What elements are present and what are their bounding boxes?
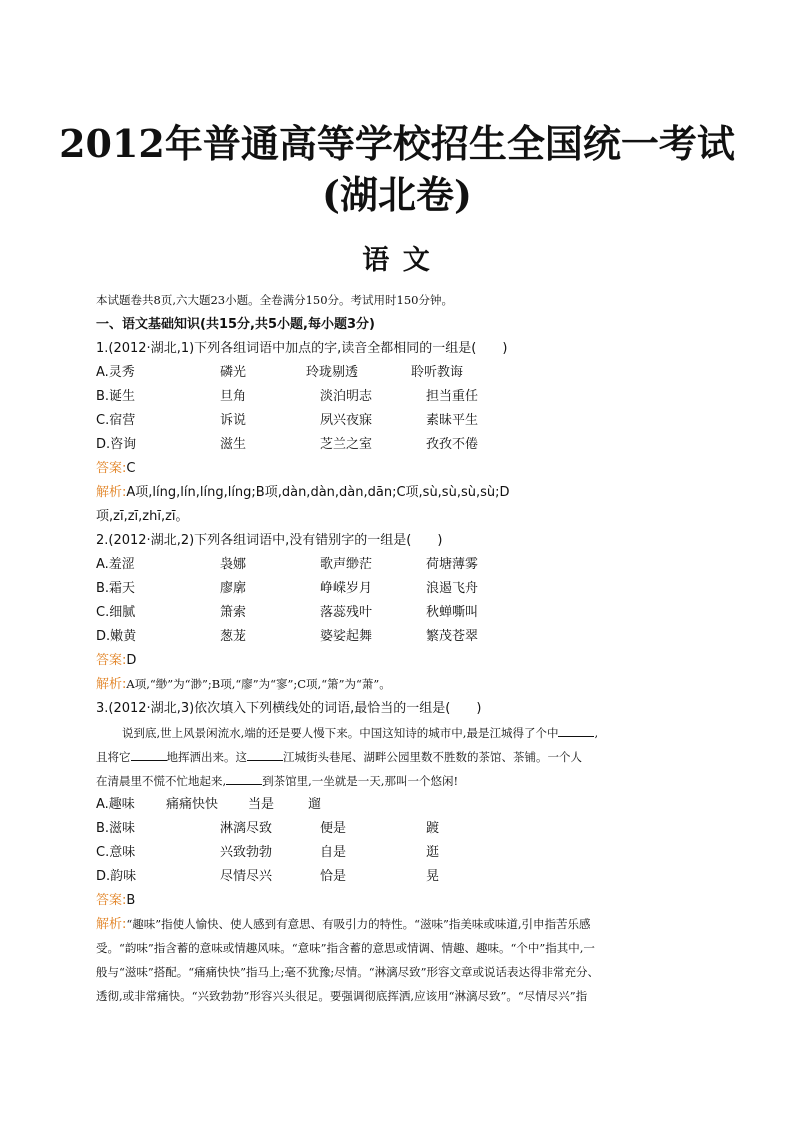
q1-analysis-line1 bbox=[96, 484, 510, 501]
option-word: 踱 bbox=[426, 821, 440, 836]
option-label: C.细腻 bbox=[96, 605, 136, 620]
option-label: D.咨询 bbox=[96, 437, 137, 452]
q2-stem: 2.(2012·湖北,2)下列各组词语中,没有错别字的一组是( ) bbox=[96, 533, 443, 548]
option-word: 廖廓 bbox=[220, 581, 247, 596]
fill-blank bbox=[226, 772, 262, 785]
passage-text: 说到底,世上风景闲流水,端的还是要人慢下来。中国这知诗的城市中,最是江城得了个中 bbox=[122, 726, 559, 740]
option-word: 峥嵘岁月 bbox=[320, 581, 373, 596]
option-word: 诉说 bbox=[220, 413, 247, 428]
option-word: 素昧平生 bbox=[426, 413, 479, 428]
q3-passage-line3 bbox=[96, 772, 458, 790]
answer-label: 答案: bbox=[96, 461, 127, 476]
option-label: B.霜天 bbox=[96, 581, 136, 596]
option-label: A.趣味 bbox=[96, 797, 135, 812]
q1-analysis-line2: 项,zī,zī,zhī,zī。 bbox=[96, 509, 189, 524]
option-word: 晃 bbox=[426, 869, 440, 884]
option-label: D.嫩黄 bbox=[96, 629, 137, 644]
exam-title-line2: (湖北卷) bbox=[322, 172, 472, 217]
option-word: 旦角 bbox=[220, 389, 247, 404]
q3-analysis-line1 bbox=[96, 916, 591, 933]
option-word: 自是 bbox=[320, 845, 347, 860]
option-word: 当是 bbox=[248, 797, 275, 812]
option-word: 繁茂苍翠 bbox=[426, 629, 479, 644]
option-label: C.宿营 bbox=[96, 413, 136, 428]
q3-analysis-line2: 受。“韵味”指含蓄的意味或情趣风味。“意味”指含蓄的意思或情调、情趣、趣味。“个中”指其中,一 bbox=[96, 941, 595, 955]
option-word: 荷塘薄雾 bbox=[426, 557, 479, 572]
fill-blank bbox=[558, 724, 594, 737]
option-word: 浪遏飞舟 bbox=[426, 581, 479, 596]
option-word: 淡泊明志 bbox=[320, 389, 373, 404]
q2-answer bbox=[96, 652, 136, 669]
analysis-text: A项,líng,lín,líng,líng;B项,dàn,dàn,dàn,dān;C项,sù,sù,sù,sù;D bbox=[126, 485, 510, 500]
option-word: 恰是 bbox=[320, 869, 347, 884]
fill-blank bbox=[131, 748, 167, 761]
q1-answer bbox=[96, 460, 135, 477]
passage-text: , bbox=[594, 726, 599, 740]
answer-value: C bbox=[126, 461, 136, 476]
option-word: 夙兴夜寐 bbox=[320, 413, 373, 428]
analysis-label: 解析: bbox=[96, 485, 127, 500]
option-label: B.诞生 bbox=[96, 389, 136, 404]
q3-answer bbox=[96, 892, 135, 909]
analysis-label: 解析: bbox=[96, 917, 127, 932]
option-word: 芝兰之室 bbox=[320, 437, 373, 452]
analysis-label: 解析: bbox=[96, 677, 127, 692]
option-label: D.韵味 bbox=[96, 869, 137, 884]
option-label: A.灵秀 bbox=[96, 365, 135, 380]
passage-text: 地挥洒出来。这 bbox=[166, 750, 247, 764]
answer-value: B bbox=[126, 893, 136, 908]
q3-passage-line1 bbox=[122, 724, 598, 742]
passage-text: 在清晨里不慌不忙地起来, bbox=[96, 774, 227, 788]
answer-label: 答案: bbox=[96, 653, 127, 668]
option-word: 婆娑起舞 bbox=[320, 629, 373, 644]
exam-intro: 本试题卷共8页,六大题23小题。全卷满分150分。考试用时150分钟。 bbox=[96, 293, 454, 307]
passage-text: 江城街头巷尾、湖畔公园里数不胜数的茶馆、茶铺。一个人 bbox=[283, 750, 582, 764]
option-word: 袅娜 bbox=[220, 557, 247, 572]
q2-analysis bbox=[96, 676, 391, 693]
option-word: 聆听教诲 bbox=[411, 365, 464, 380]
q3-passage-line2 bbox=[96, 748, 582, 766]
answer-label: 答案: bbox=[96, 893, 127, 908]
option-label: A.羞涩 bbox=[96, 557, 135, 572]
option-word: 歌声缈茫 bbox=[320, 557, 373, 572]
option-label: B.滋味 bbox=[96, 821, 136, 836]
q1-stem: 1.(2012·湖北,1)下列各组词语中加点的字,读音全都相同的一组是( ) bbox=[96, 341, 508, 356]
exam-title-line1: 2012年普通高等学校招生全国统一考试 bbox=[59, 121, 735, 166]
option-word: 磷光 bbox=[220, 365, 247, 380]
option-word: 淋漓尽致 bbox=[220, 821, 273, 836]
analysis-text: A项,“缈”为“渺”;B项,“廖”为“寥”;C项,“箫”为“萧”。 bbox=[126, 677, 391, 691]
option-word: 箫索 bbox=[220, 605, 247, 620]
passage-text: 且将它 bbox=[96, 750, 131, 764]
option-word: 孜孜不倦 bbox=[426, 437, 479, 452]
passage-text: 到茶馆里,一坐就是一天,那叫一个悠闲! bbox=[262, 774, 459, 788]
q3-analysis-line4: 透彻,或非常痛快。“兴致勃勃”形容兴头很足。要强调彻底挥洒,应该用“淋漓尽致”。“尽情尽兴”指 bbox=[96, 989, 588, 1003]
option-word: 遛 bbox=[308, 797, 322, 812]
analysis-text: “趣味”指使人愉快、使人感到有意思、有吸引力的特性。“滋味”指美味或味道,引申指苦乐感 bbox=[126, 917, 591, 931]
option-word: 葱茏 bbox=[220, 629, 247, 644]
option-word: 秋蝉嘶叫 bbox=[426, 605, 479, 620]
section-heading: 一、语文基础知识(共15分,共5小题,每小题3分) bbox=[96, 317, 375, 332]
option-word: 担当重任 bbox=[426, 389, 479, 404]
subject-heading: 语 文 bbox=[362, 245, 432, 276]
option-word: 兴致勃勃 bbox=[220, 845, 273, 860]
q3-analysis-line3: 般与“滋味”搭配。“痛痛快快”指马上;毫不犹豫;尽情。“淋漓尽致”形容文章或说话表达得非常充分、 bbox=[96, 965, 600, 979]
answer-value: D bbox=[126, 653, 137, 668]
option-word: 滋生 bbox=[220, 437, 247, 452]
option-word: 尽情尽兴 bbox=[220, 869, 273, 884]
option-word: 落蕊残叶 bbox=[320, 605, 373, 620]
option-word: 玲珑剔透 bbox=[306, 365, 359, 380]
option-word: 便是 bbox=[320, 821, 347, 836]
q3-stem: 3.(2012·湖北,3)依次填入下列横线处的词语,最恰当的一组是( ) bbox=[96, 701, 482, 716]
option-word: 逛 bbox=[426, 845, 440, 860]
fill-blank bbox=[247, 748, 283, 761]
option-word: 痛痛快快 bbox=[166, 797, 219, 812]
option-label: C.意味 bbox=[96, 845, 136, 860]
